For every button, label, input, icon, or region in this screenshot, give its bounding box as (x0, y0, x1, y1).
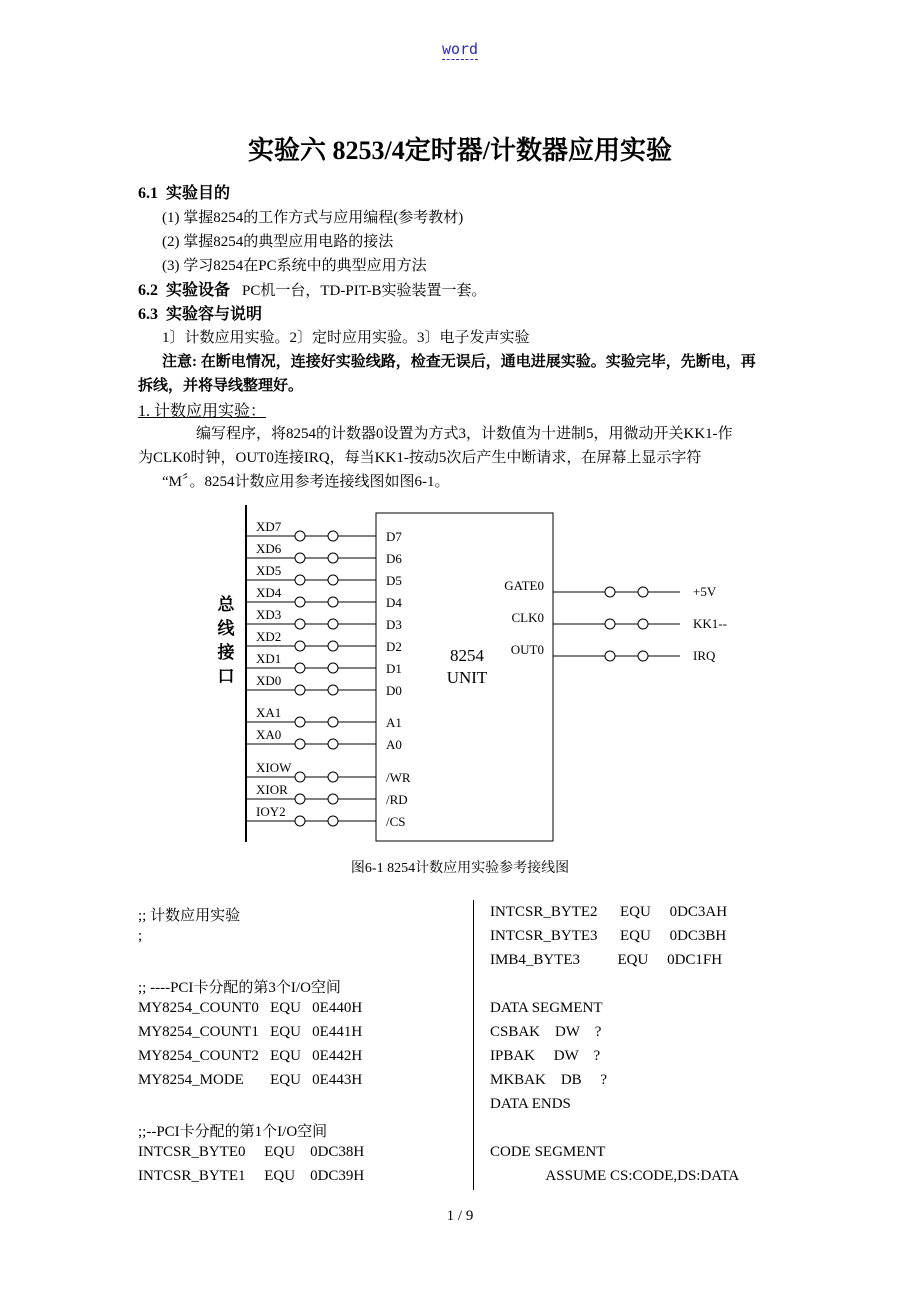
code-line: MY8254_COUNT0 EQU 0E440H (138, 1000, 363, 1016)
connector-terminal (605, 651, 615, 661)
chip-pin-label: D4 (386, 595, 402, 610)
subsection-heading: 1. 计数应用实验： (138, 403, 267, 420)
bus-signal-label: XD7 (256, 519, 282, 534)
connector-terminal (295, 641, 305, 651)
connector-terminal (328, 575, 338, 585)
bus-label-char: 接 (217, 643, 235, 662)
chip-pin-label: D7 (386, 529, 402, 544)
connector-terminal (605, 619, 615, 629)
body-line-1: 编写程序，将8254的计数器0设置为方式3，计数值为十进制5，用微动开关KK1-作 (196, 426, 733, 442)
connector-terminal (295, 772, 305, 782)
chip-pin-label: /WR (386, 770, 411, 785)
chip-pin-label: D6 (386, 551, 402, 566)
figure-caption: 图6-1 8254计数应用实验参考接线图 (350, 861, 570, 876)
connector-terminal (328, 739, 338, 749)
code-line: MY8254_COUNT1 EQU 0E441H (138, 1024, 363, 1040)
chip-pin-label: A0 (386, 737, 402, 752)
bus-signal-label: XIOR (256, 782, 288, 797)
note-line-1: 注意: 在断电情况，连接好实验线路，检查无误后，通电进展实验。实验完毕，先断电，再 (162, 354, 756, 370)
code-line: INTCSR_BYTE1 EQU 0DC39H (138, 1168, 365, 1184)
code-line: ASSUME CS:CODE,DS:DATA (490, 1168, 740, 1184)
chip-pin-label: /CS (386, 814, 406, 829)
page-title: 实验六 8253/4定时器/计数器应用实验 (248, 136, 672, 165)
section-heading-6-3: 6.3 实验容与说明 (138, 306, 263, 323)
code-line: ;; ----PCI卡分配的第3个I/O空间 (138, 980, 341, 996)
connector-terminal (295, 531, 305, 541)
bus-signal-label: XD4 (256, 585, 282, 600)
connector-terminal (295, 794, 305, 804)
bus-signal-label: XIOW (256, 760, 292, 775)
bus-signal-label: XD5 (256, 563, 282, 578)
connector-terminal (328, 641, 338, 651)
code-line: MKBAK DB ? (490, 1072, 608, 1088)
bus-label-char: 口 (217, 667, 235, 686)
objective-2: (2) 掌握8254的典型应用电路的接法 (162, 234, 394, 250)
bus-signal-label: IOY2 (256, 804, 286, 819)
code-line: IPBAK DW ? (490, 1048, 601, 1064)
page-number: 1 / 9 (446, 1208, 474, 1224)
code-line: IMB4_BYTE3 EQU 0DC1FH (490, 952, 723, 968)
code-line: MY8254_MODE EQU 0E443H (138, 1072, 363, 1088)
chip-pin-label: D0 (386, 683, 402, 698)
column-divider (473, 900, 474, 1190)
section-heading-6-1: 6.1 实验目的 (138, 185, 231, 202)
code-line: MY8254_COUNT2 EQU 0E442H (138, 1048, 363, 1064)
code-line: ; (138, 928, 143, 944)
bus-signal-label: XD3 (256, 607, 282, 622)
chip-output-pin-label: OUT0 (510, 642, 544, 657)
bus-label-char: 线 (217, 619, 235, 638)
chip-pin-label: D3 (386, 617, 402, 632)
body-line-3: “M〞。8254计数应用参考连接线图如图6-1。 (162, 474, 450, 490)
bus-label-char: 总 (217, 595, 235, 614)
connector-terminal (328, 685, 338, 695)
bus-signal-label: XA1 (256, 705, 282, 720)
connector-terminal (295, 663, 305, 673)
chip-output-pin-label: CLK0 (511, 610, 544, 625)
chip-pin-label: D1 (386, 661, 402, 676)
connector-terminal (328, 619, 338, 629)
chip-pin-label: D5 (386, 573, 402, 588)
connector-terminal (295, 816, 305, 826)
connector-terminal (328, 816, 338, 826)
chip-pin-label: D2 (386, 639, 402, 654)
code-line: CODE SEGMENT (490, 1144, 606, 1160)
chip-label: 8254 (450, 646, 484, 665)
target-label: +5V (693, 584, 717, 599)
bus-signal-label: XD1 (256, 651, 282, 666)
connector-terminal (328, 531, 338, 541)
connector-terminal (638, 619, 648, 629)
connector-terminal (295, 717, 305, 727)
chip-label: UNIT (446, 668, 488, 687)
chip-pin-label: A1 (386, 715, 402, 730)
code-line: INTCSR_BYTE2 EQU 0DC3AH (490, 904, 728, 920)
target-label: IRQ (693, 648, 716, 663)
connector-terminal (328, 772, 338, 782)
body-line-2: 为CLK0时钟，OUT0连接IRQ，每当KK1-按动5次后产生中断请求，在屏幕上显示字符 (138, 450, 702, 466)
bus-signal-label: XD2 (256, 629, 282, 644)
chip-output-pin-label: GATE0 (504, 578, 544, 593)
connector-terminal (638, 587, 648, 597)
chip-pin-label: /RD (386, 792, 408, 807)
connector-terminal (295, 685, 305, 695)
connector-terminal (328, 553, 338, 563)
target-label: KK1-- (693, 616, 727, 631)
code-line: DATA SEGMENT (490, 1000, 603, 1016)
code-line: CSBAK DW ? (490, 1024, 602, 1040)
bus-signal-label: XA0 (256, 727, 282, 742)
code-line: INTCSR_BYTE0 EQU 0DC38H (138, 1144, 365, 1160)
connector-terminal (638, 651, 648, 661)
header-link[interactable]: word (441, 40, 479, 58)
objective-3: (3) 学习8254在PC系统中的典型应用方法 (162, 258, 427, 274)
bus-signal-label: XD6 (256, 541, 282, 556)
connector-terminal (605, 587, 615, 597)
objective-1: (1) 掌握8254的工作方式与应用编程(参考教材) (162, 210, 464, 226)
connector-terminal (328, 717, 338, 727)
code-line: ;; 计数应用实验 (138, 908, 241, 924)
connector-terminal (295, 739, 305, 749)
bus-signal-label: XD0 (256, 673, 282, 688)
content-list: 1〕计数应用实验。2〕定时应用实验。3〕电子发声实验 (162, 330, 530, 346)
connector-terminal (295, 597, 305, 607)
connector-terminal (295, 553, 305, 563)
code-line: DATA ENDS (490, 1096, 571, 1112)
connector-terminal (295, 619, 305, 629)
connector-terminal (328, 597, 338, 607)
section-heading-6-2: 6.2 实验设备 PC机一台，TD-PIT-B实验装置一套。 (138, 282, 487, 299)
code-line: INTCSR_BYTE3 EQU 0DC3BH (490, 928, 727, 944)
connector-terminal (328, 794, 338, 804)
connector-terminal (328, 663, 338, 673)
note-line-2: 拆线，并将导线整理好。 (138, 378, 304, 394)
connector-terminal (295, 575, 305, 585)
code-line: ;;--PCI卡分配的第1个I/O空间 (138, 1124, 328, 1140)
